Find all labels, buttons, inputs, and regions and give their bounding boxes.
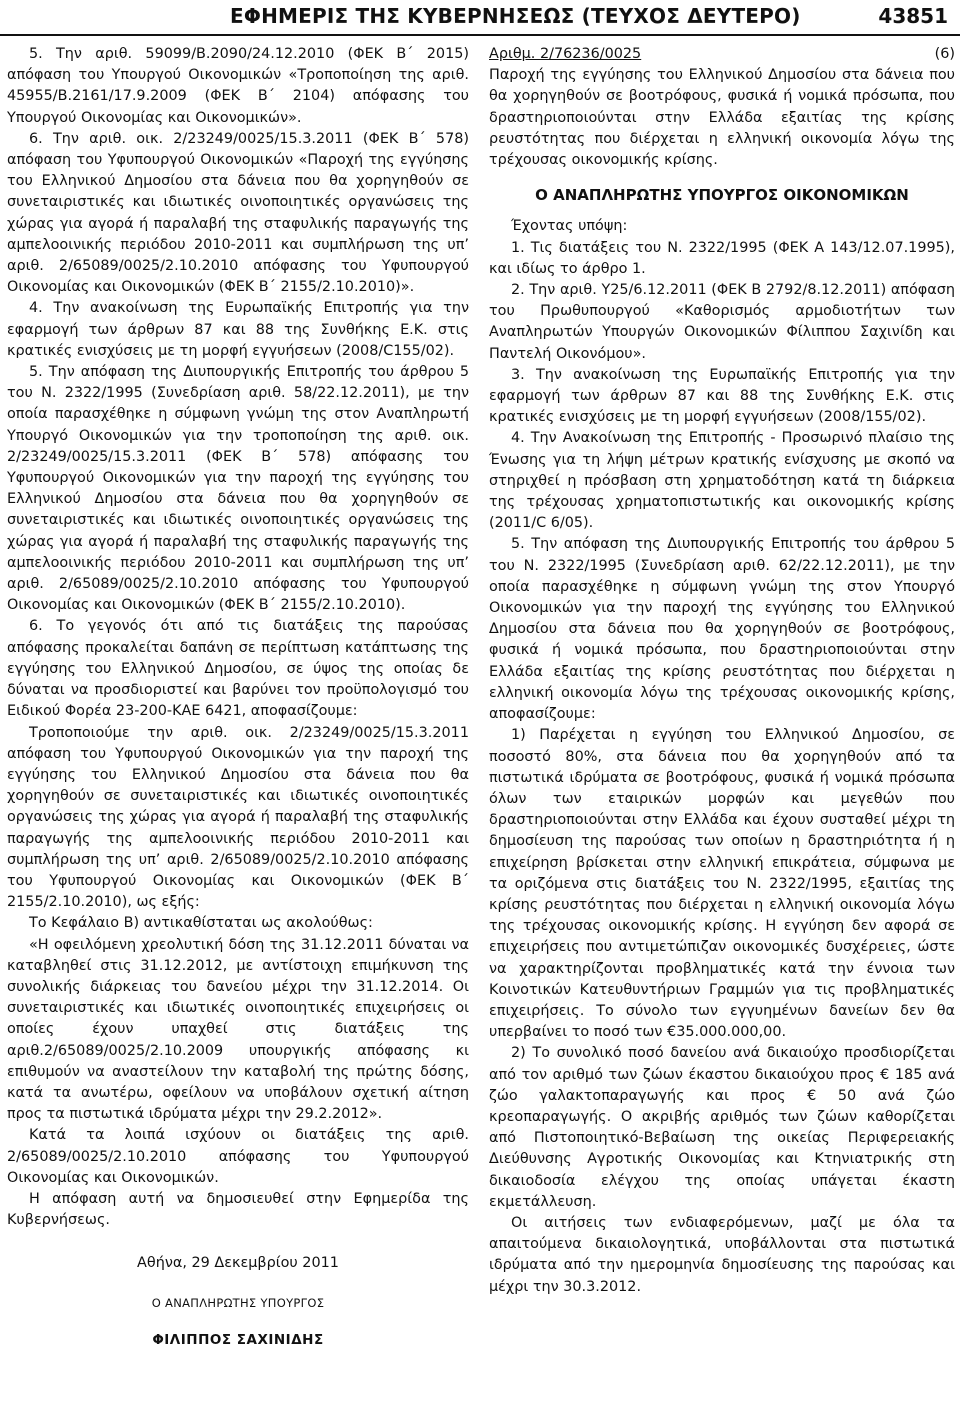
having-regard: Έχοντας υπόψη: — [511, 218, 628, 235]
right-paragraph: 1) Παρέχεται η εγγύηση του Ελληνικού Δημοσίου, σε ποσοστό 80%, στα δάνεια που θα χορηγηθούν από τα πιστωτικά ιδρύματα σε βοοτρόφους, φυσικά ή νομικά πρόσωπα όλων των εταιρικών μορφών και μεγεθών που δραστηριοποιούνται στην Ελλάδα και έχουν συσταθεί μέχρι τη δημοσίευση της παρούσας των οποίων η δραστηριότητα ή η επιχείρηση βρίσκεται στην ελληνική επικράτεια, σύμφωνα με τα οριζόμενα στις διατάξεις του Ν. 2322/1995, εξαιτίας της κρίσης ρευστότητας που διέρχεται η ελληνική οικονομία λόγω της τρέχουσας οικονομικής κρίσης. Η εγγύηση δεν αφορά σε επιχειρήσεις που αντιμετώπιζαν οικονομικές δυσχέρειες, ώστε να χαρακτηρίζονται προβληματικές κατά την έννοια των Κοινοτικών Κατευθυντήριων Γραμμών για τις προβληματικές επιχειρήσεις. Το σύνολο των εγγυημένων δανείων δεν θα υπερβαίνει το ποσό των €35.000.000,00. — [489, 727, 955, 1041]
page-number: 43851 — [878, 4, 948, 28]
left-paragraph: 5. Την αριθ. 59099/Β.2090/24.12.2010 (ΦΕΚ Β΄ 2015) απόφαση του Υπουργού Οικονομικών «Τροποποίηση της αριθ. 45955/Β.2161/17.9.2009 (ΦΕΚ Β΄ 2104) απόφασης του Υπουργού Οικονομίας και Οικονομικών». — [7, 46, 469, 126]
right-column — [489, 44, 955, 1298]
left-paragraph: Κατά τα λοιπά ισχύουν οι διατάξεις της αριθ. 2/65089/0025/2.10.2010 απόφασης του Υφυπουργού Οικονομίας και Οικονομικών. — [7, 1127, 469, 1186]
right-paragraph: 5. Την απόφαση της Διυπουργικής Επιτροπής του άρθρου 5 του Ν. 2322/1995 (Συνεδρίαση αριθ. 62/22.12.2011), με την οποία παρασχέθηκε η σύμφωνη γνώμη της στον Υπουργό Οικονομικών για την παροχή της εγγύησης του Ελληνικού Δημοσίου στα δάνεια που θα χορηγηθούν σε βοοτρόφους, φυσικά ή νομικά πρόσωπα, που δραστηριοποιούνται στην Ελλάδα εξαιτίας της κρίσης ρευστότητας που διέρχεται η ελληνική οικονομία λόγω της τρέχουσας οικονομικής κρίσης, αποφασίζουμε: — [489, 536, 955, 723]
right-paragraph: Οι αιτήσεις των ενδιαφερόμενων, μαζί με όλα τα απαιτούμενα δικαιολογητικά, υποβάλλονται στα πιστωτικά ιδρύματα από την ημερομηνία δημοσίευσης της παρούσας και μέχρι την 30.3.2012. — [489, 1214, 955, 1295]
decision-ref-line — [489, 44, 955, 65]
decision-intro: Παροχή της εγγύησης του Ελληνικού Δημοσίου στα δάνεια που θα χορηγηθούν σε βοοτρόφους, φυσικά ή νομικά πρόσωπα, που δραστηριοποιούνται στην Ελλάδα εξαιτίας της κρίσης ρευστότητας που διέρχεται η ελληνική οικονομία λόγω της τρέχουσας οικονομικής κρίσης. — [489, 67, 955, 169]
right-paragraph: 3. Την ανακοίνωση της Ευρωπαϊκής Επιτροπής για την εφαρμογή των άρθρων 87 και 88 της Συνθήκης Ε.Κ. στις κρατικές ενισχύσεις με τη μορφή εγγυήσεων (2008/155/02). — [489, 366, 955, 426]
signature-role: Ο ΑΝΑΠΛΗΡΩΤΗΣ ΥΠΟΥΡΓΟΣ — [151, 1295, 325, 1310]
left-paragraph: 5. Την απόφαση της Διυπουργικής Επιτροπής του άρθρου 5 του Ν. 2322/1995 (Συνεδρίαση αριθ. 58/22.12.2011), με την οποία παρασχέθηκε η σύμφωνη γνώμη της στον Αναπληρωτή Υπουργό Οικονομικών για την τροποποίηση της αριθ. οικ. 2/23249/0025/15.3.2011 (ΦΕΚ Β΄ 578) απόφασης του Υφυπουργού Οικονομικών για την παροχή της εγγύησης του Ελληνικού Δημοσίου στα δάνεια που θα χορηγηθούν σε συνεταιριστικές και ιδιωτικές οινοποιητικές οργανώσεις της χώρας για αγορά ή παραλαβή της σταφυλικής παραγωγής της αμπελοοινικής περιόδου 2010-2011 και συμπλήρωση της υπ’ αριθ. 2/65089/0025/2.10.2010 απόφασης του Υφυπουργού Οικονομίας και Οικονομικών (ΦΕΚ Β΄ 2155/2.10.2010). — [7, 364, 469, 614]
gazette-title: ΕΦΗΜΕΡΙΣ ΤΗΣ ΚΥΒΕΡΝΗΣΕΩΣ (ΤΕΥΧΟΣ ΔΕΥΤΕΡΟ) — [230, 4, 801, 28]
right-paragraph: 1. Τις διατάξεις του Ν. 2322/1995 (ΦΕΚ Α 143/12.07.1995), και ιδίως το άρθρο 1. — [489, 239, 955, 277]
left-paragraph: «Η οφειλόμενη χρεολυτική δόση της 31.12.2011 δύναται να καταβληθεί στις 31.12.2012, με αντίστοιχη επιμήκυνση της συνολικής διάρκειας του δανείου μέχρι την 31.12.2014. Οι συνεταιριστικές και ιδιωτικές οινοποιητικές επιχειρήσεις οι οποίες έχουν υπαχθεί στις διατάξεις της αριθ.2/65089/0025/2.10.2009 υπουργικής απόφασης κι επιθυμούν να αναστείλουν την καταβολή της πρώτης δόσης, κατά τα ανωτέρω, οφείλουν να υποβάλουν σχετική αίτηση προς τα πιστωτικά ιδρύματα μέχρι την 29.2.2012». — [7, 936, 469, 1123]
left-paragraph: Η απόφαση αυτή να δημοσιευθεί στην Εφημερίδα της Κυβερνήσεως. — [7, 1190, 469, 1229]
left-paragraph: 6. Το γεγονός ότι από τις διατάξεις της παρούσας απόφασης προκαλείται δαπάνη σε περίπτωση κατάπτωσης της εγγύησης του Ελληνικού Δημοσίου, σε ύψος της οποίας δε δύναται να προσδιοριστεί και βαρύνει τον προϋπολογισμό του Ειδικού Φορέα 23-200-ΚΑΕ 6421, αποφασίζουμε: — [7, 618, 469, 720]
page-header — [0, 0, 960, 36]
right-paragraph: 2) Το συνολικό ποσό δανείου ανά δικαιούχο προσδιορίζεται από τον αριθμό των ζώων έκαστου δικαιούχου προς € 185 ανά ζώο γαλακτοπαραγωγής και προς € 50 ανά ζώο κρεοπαραγωγής. Ο ακριβής αριθμός των ζώων καθορίζεται από Πιστοποιητικό-Βεβαίωση της οικείας Περιφερειακής Διεύθυνσης Αγροτικής Οικονομίας και Κτηνιατρικής στη δικαιοδοσία ελέγχου της οποίας υπάγεται έκαστη εκμετάλλευση. — [489, 1045, 955, 1210]
left-column — [7, 44, 469, 1351]
right-paragraph: 4. Την Ανακοίνωση της Επιτροπής - Προσωρινό πλαίσιο της Ένωσης για τη λήψη μέτρων κρατικής ενίσχυσης με σκοπό να στηριχθεί η πρόσβαση στη χρηματοδότηση κατά τη διάρκεια της τρέχουσας χρηματοπιστωτικής και οικονομικής κρίσης (2011/C 6/05). — [489, 430, 955, 532]
signature-name: ΦΙΛΙΠΠΟΣ ΣΑΧΙΝΙΔΗΣ — [152, 1331, 324, 1348]
left-paragraph: Το Κεφάλαιο Β) αντικαθίσταται ως ακολούθως: — [29, 915, 373, 932]
decision-ref-tag: (6) — [934, 46, 955, 62]
decision-heading: Ο ΑΝΑΠΛΗΡΩΤΗΣ ΥΠΟΥΡΓΟΣ ΟΙΚΟΝΟΜΙΚΩΝ — [535, 186, 909, 205]
decision-ref-number: Αριθμ. 2/76236/0025 — [489, 46, 642, 62]
date-line: Αθήνα, 29 Δεκεμβρίου 2011 — [137, 1255, 339, 1272]
left-paragraph: Τροποποιούμε την αριθ. οικ. 2/23249/0025/15.3.2011 απόφαση του Υφυπουργού Οικονομικών για την παροχή της εγγύησης του Ελληνικού Δημοσίου στα δάνεια που θα χορηγηθούν σε συνεταιριστικές και ιδιωτικές οινοποιητικές οργανώσεις της χώρας για αγορά ή παραλαβή της σταφυλικής παραγωγής της αμπελοοινικής περιόδου 2010-2011 και συμπλήρωση της υπ’ αριθ. 2/65089/0025/2.10.2010 απόφασης του Υφυπουργού Οικονομίας και Οικονομικών (ΦΕΚ Β΄ 2155/2.10.2010), ως εξής: — [7, 724, 469, 911]
header-rule — [0, 34, 960, 36]
right-paragraph: 2. Την αριθ. Υ25/6.12.2011 (ΦΕΚ Β 2792/8.12.2011) απόφαση του Πρωθυπουργού «Καθορισμός αρμοδιοτήτων των Αναπληρωτών Υπουργών Οικονομικών Φίλιππου Σαχινίδη και Παντελή Οικονόμου». — [489, 282, 955, 362]
left-paragraph: 4. Την ανακοίνωση της Ευρωπαϊκής Επιτροπής για την εφαρμογή των άρθρων 87 και 88 της Συνθήκης Ε.Κ. στις κρατικές ενισχύσεις με τη μορφή εγγυήσεων (2008/C155/02). — [7, 300, 469, 359]
left-paragraph: 6. Την αριθ. οικ. 2/23249/0025/15.3.2011 (ΦΕΚ Β΄ 578) απόφαση του Υφυπουργού Οικονομικών «Παροχή της εγγύησης του Ελληνικού Δημοσίου στα δάνεια που θα χορηγηθούν σε συνεταιριστικές και ιδιωτικές οινοποιητικές οργανώσεις της χώρας για αγορά ή παραλαβή της σταφυλικής παραγωγής της αμπελοοινικής περιόδου 2010-2011 και συμπλήρωση της υπ’ αριθ. 2/65089/0025/2.10.2010 απόφασης του Υφυπουργού Οικονομίας και Οικονομικών (ΦΕΚ Β΄ 2155/2.10.2010)». — [7, 130, 469, 296]
